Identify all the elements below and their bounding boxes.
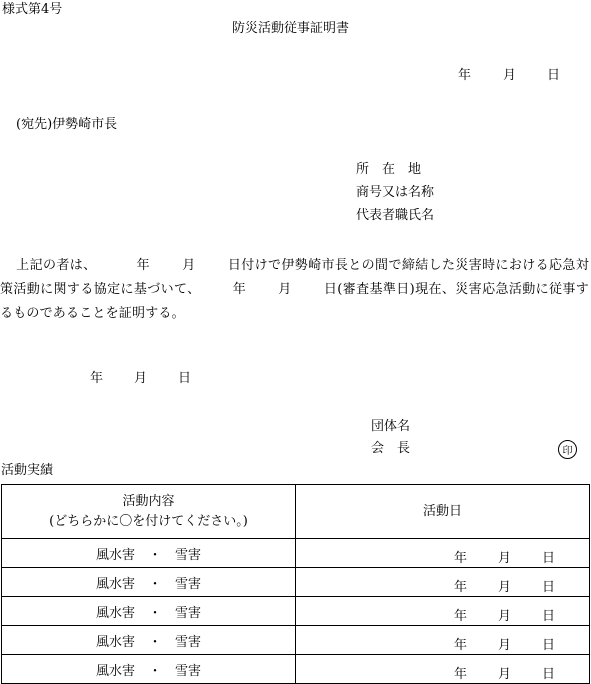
- snow-option: 雪害: [175, 605, 202, 621]
- seal-mark: 印: [558, 440, 577, 459]
- snow-option: 雪害: [175, 663, 202, 679]
- day-label: 日: [542, 609, 556, 624]
- separator: ・: [148, 634, 162, 650]
- year-label: 年: [454, 667, 468, 682]
- year-label: 年: [454, 580, 468, 595]
- organization-label: 団体名: [371, 419, 411, 434]
- month-label: 月: [498, 609, 512, 624]
- day-label: 日: [542, 580, 556, 595]
- storm-flood-option: 風水害: [95, 605, 135, 621]
- disaster-type-cell[interactable]: [2, 655, 296, 684]
- activity-content-note: (どちらかに〇を付けてください。): [49, 513, 248, 529]
- storm-flood-option: 風水害: [95, 547, 135, 563]
- para-year-1: 年: [136, 258, 151, 273]
- activity-date-header: 活動日: [296, 485, 590, 539]
- activity-date-cell[interactable]: [296, 655, 590, 684]
- snow-option: 雪害: [175, 634, 202, 650]
- day-label: 日: [542, 638, 556, 653]
- activity-date-cell[interactable]: [296, 539, 590, 568]
- disaster-type-cell[interactable]: [2, 568, 296, 597]
- table-header-row: [2, 485, 590, 539]
- month-label: 月: [498, 638, 512, 653]
- table-row: [2, 655, 590, 684]
- company-name-label: 商号又は名称: [356, 185, 435, 200]
- year-label: 年: [454, 609, 468, 624]
- addressee: (宛先)伊勢崎市長: [16, 117, 118, 132]
- activity-date-cell[interactable]: [296, 626, 590, 655]
- storm-flood-option: 風水害: [95, 663, 135, 679]
- certification-paragraph: [0, 254, 589, 326]
- cert-date-year: 年: [90, 371, 104, 386]
- issue-date-day: 日: [547, 68, 561, 83]
- activity-table: [1, 484, 590, 684]
- para-agreement-text: 日付けで伊勢崎市長との間で締結した災害時における応急対策活動に関する協定に基づいて、: [0, 258, 590, 297]
- address-label: 所 在 地: [356, 162, 422, 177]
- disaster-type-cell[interactable]: [2, 626, 296, 655]
- storm-flood-option: 風水害: [95, 634, 135, 650]
- para-month-2: 月: [278, 282, 292, 297]
- document-title: 防災活動従事証明書: [232, 21, 350, 36]
- table-row: [2, 568, 590, 597]
- table-row: [2, 597, 590, 626]
- month-label: 月: [498, 551, 512, 566]
- disaster-type-cell[interactable]: [2, 597, 296, 626]
- para-intro: 上記の者は、: [16, 258, 97, 273]
- activity-date-cell[interactable]: [296, 568, 590, 597]
- para-certify-text: 日(審査基準日)現在、災害応急活動に従事するものであることを証明する。: [0, 282, 589, 321]
- issue-date-year: 年: [458, 68, 472, 83]
- cert-date-day: 日: [178, 371, 192, 386]
- separator: ・: [148, 663, 162, 679]
- month-label: 月: [498, 667, 512, 682]
- activity-content-title: 活動内容: [122, 493, 175, 509]
- para-year-2: 年: [232, 282, 247, 297]
- year-label: 年: [454, 638, 468, 653]
- storm-flood-option: 風水害: [95, 576, 135, 592]
- activity-heading: 活動実績: [1, 463, 54, 478]
- separator: ・: [148, 576, 162, 592]
- form-number: 様式第4号: [2, 2, 63, 17]
- year-label: 年: [454, 551, 468, 566]
- day-label: 日: [542, 551, 556, 566]
- activity-date-cell[interactable]: [296, 597, 590, 626]
- table-row: [2, 539, 590, 568]
- representative-label: 代表者職氏名: [356, 208, 435, 223]
- disaster-type-cell[interactable]: [2, 539, 296, 568]
- cert-date-month: 月: [134, 371, 148, 386]
- month-label: 月: [498, 580, 512, 595]
- chairman-label: 会 長: [371, 441, 411, 456]
- separator: ・: [148, 605, 162, 621]
- table-row: [2, 626, 590, 655]
- issue-date-month: 月: [503, 68, 517, 83]
- snow-option: 雪害: [175, 547, 202, 563]
- activity-content-header: [2, 485, 296, 539]
- day-label: 日: [542, 667, 556, 682]
- snow-option: 雪害: [175, 576, 202, 592]
- para-month-1: 月: [182, 258, 196, 273]
- separator: ・: [148, 547, 162, 563]
